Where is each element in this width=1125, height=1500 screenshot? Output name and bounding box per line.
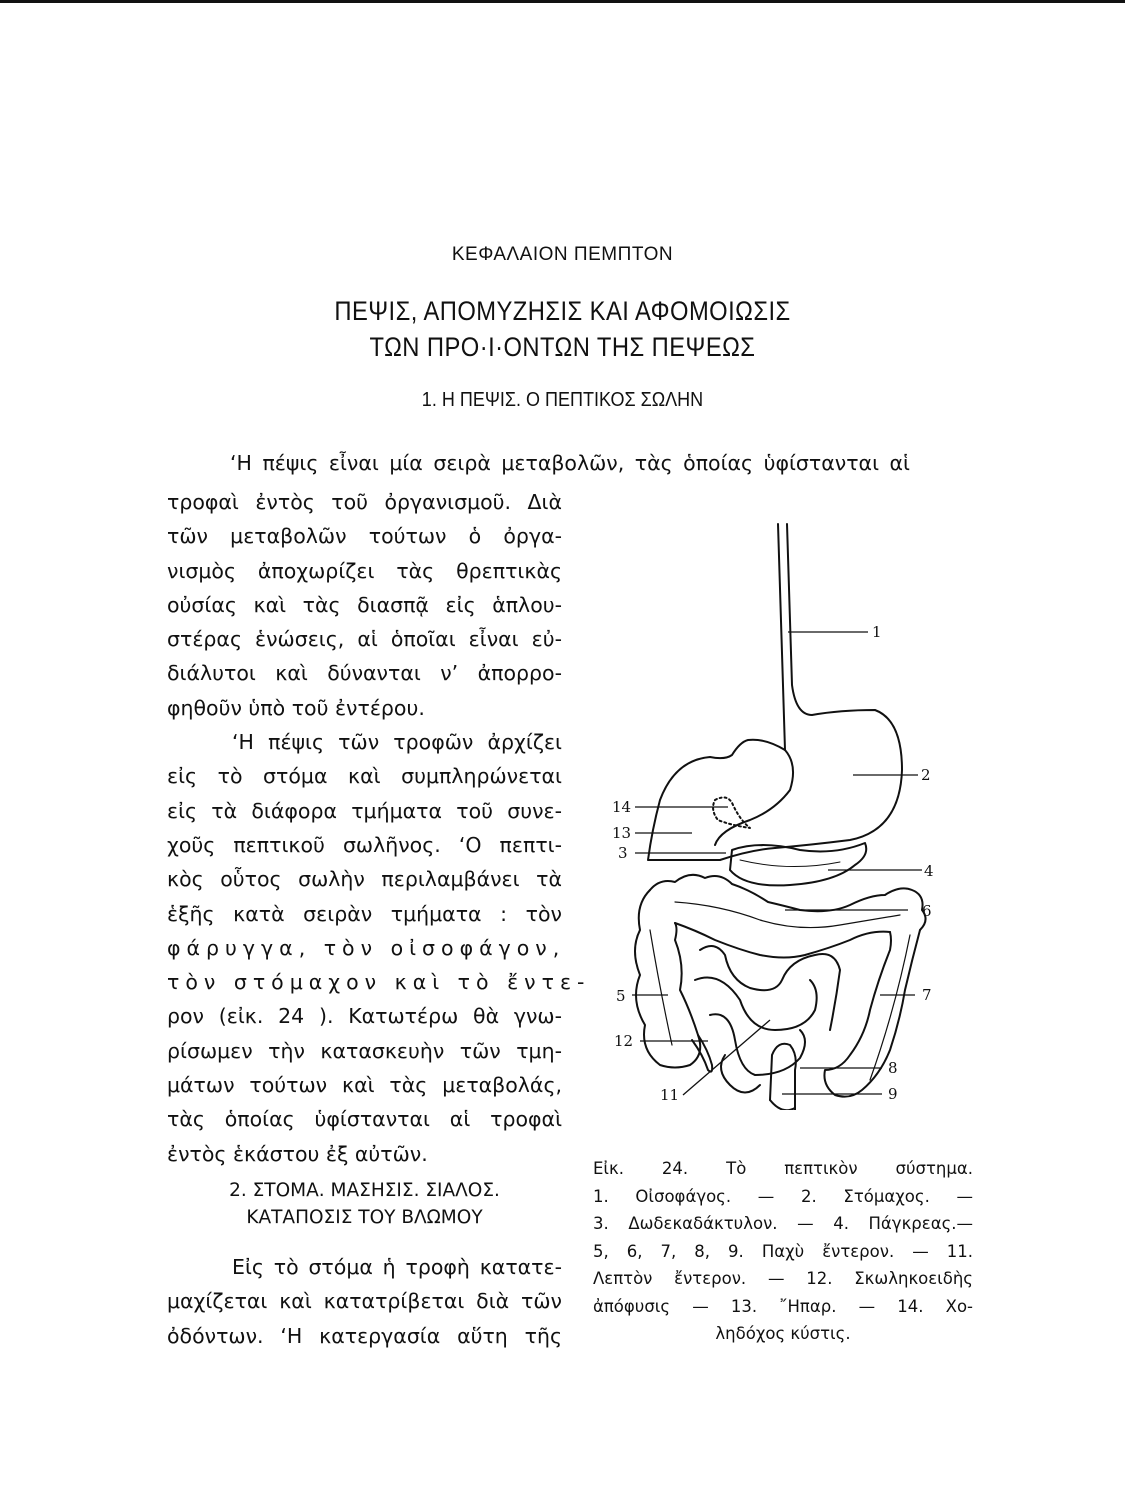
figure-label-12: 12: [614, 1032, 634, 1050]
figure-label-1: 1: [872, 623, 882, 641]
left-column-text: [167, 485, 591, 1171]
text-line: τὰς ὁποίας ὑφίστανται αἱ τροφαὶ: [167, 1107, 562, 1132]
scan-edge: [0, 0, 1125, 3]
figure-label-11: 11: [660, 1086, 680, 1104]
figure-label-6: 6: [922, 902, 932, 920]
figure-label-3: 3: [618, 844, 628, 862]
section-1-heading: 1. Η ΠΕΨΙΣ. Ο ΠΕΠΤΙΚΟΣ ΣΩΛΗΝ: [421, 389, 704, 411]
text-line: στέρας ἑνώσεις, αἱ ὁποῖαι εἶναι εὐ-: [167, 627, 562, 652]
figure-label-8: 8: [888, 1059, 898, 1077]
text-line: ‘Η πέψις τῶν τροφῶν ἀρχίζει: [232, 730, 562, 755]
text-line: κὸς οὗτος σωλὴν περιλαμβάνει τὰ: [167, 867, 562, 892]
text-line: οὐσίας καὶ τὰς διασπᾷ εἰς ἁπλου-: [167, 592, 562, 617]
chapter-heading: ΚΕΦΑΛΑΙΟΝ ΠΕΜΠΤΟΝ: [451, 244, 674, 265]
text-line: τὸν στόμαχον καὶ τὸ ἔντε-: [167, 970, 591, 995]
gallbladder-outline: [713, 797, 750, 828]
paragraph-1-first-line: ‘Η πέψις εἶναι μία σειρὰ μεταβολῶν, τὰς ὁποίας ὑφίστανται αἱ: [230, 451, 910, 475]
chapter-title-line-2: ΤΩΝ ΠΡΟ·Ι·ΟΝΤΩΝ ΤΗΣ ΠΕΨΕΩΣ: [369, 332, 756, 362]
text-line: φάρυγγα, τὸν οἰσοφάγον,: [167, 935, 566, 960]
rectum-outline: [770, 1044, 796, 1110]
caption-line: 3. Δωδεκαδάκτυλον. — 4. Πάγκρεας.—: [593, 1214, 973, 1233]
pancreas-outline: [730, 843, 866, 885]
text-line: νισμὸς ἀποχωρίζει τὰς θρεπτικὰς: [167, 558, 562, 583]
text-line: εἰς τὸ στόμα καὶ συμπληρώνεται: [167, 764, 562, 789]
figure-label-5: 5: [616, 987, 626, 1005]
caption-line: 1. Οἰσοφάγος. — 2. Στόμαχος. —: [593, 1186, 973, 1206]
caption-line: Εἰκ. 24. Τὸ πεπτικὸν σύστημα.: [593, 1159, 973, 1178]
paragraph-3: [167, 1250, 562, 1353]
text-line: ρον (εἰκ. 24 ). Κατωτέρω θὰ γνω-: [167, 1004, 562, 1029]
caption-line: Λεπτὸν ἔντερον. — 12. Σκωληκοειδὴς: [593, 1269, 973, 1288]
text-line: Εἰς τὸ στόμα ἡ τροφὴ κατατε-: [232, 1255, 562, 1279]
esophagus-outline: [775, 524, 902, 848]
transverse-colon-outline: [650, 875, 926, 930]
esophagus-outline: [778, 524, 785, 750]
text-line: τῶν μεταβολῶν τούτων ὁ ὀργα-: [167, 524, 562, 549]
text-line: χοῦς πεπτικοῦ σωλῆνος. ‘Ο πεπτι-: [167, 832, 562, 857]
text-line: διάλυτοι καὶ δύνανται ν’ ἀπορρο-: [167, 661, 562, 686]
text-line: μαχίζεται καὶ κατατρίβεται διὰ τῶν: [167, 1289, 562, 1314]
figure-label-2: 2: [921, 766, 931, 784]
figure-label-14: 14: [612, 798, 632, 816]
figure-caption: [593, 1155, 973, 1348]
digestive-system-figure: [600, 510, 960, 1110]
text-line: ἑξῆς κατὰ σειρὰν τμήματα : τὸν: [167, 901, 562, 926]
caption-line: 5, 6, 7, 8, 9. Παχὺ ἔντερον. — 11.: [593, 1241, 973, 1261]
text-line: μάτων τούτων καὶ τὰς μεταβολάς,: [167, 1073, 562, 1098]
section-2-heading-line-2: ΚΑΤΑΠΟΣΙΣ ΤΟΥ ΒΛΩΜΟΥ: [246, 1207, 483, 1228]
figure-label-4: 4: [924, 862, 934, 880]
figure-label-9: 9: [888, 1085, 898, 1103]
small-intestine-outline: [700, 946, 840, 1030]
text-line: τροφαὶ ἐντὸς τοῦ ὀργανισμοῦ. Διὰ: [167, 490, 562, 514]
chapter-title: [68, 293, 1058, 365]
section-2-heading: [167, 1177, 562, 1231]
text-line: ρίσωμεν τὴν κατασκευὴν τῶν τμη-: [167, 1038, 562, 1063]
text-line: ὀδόντων. ‘Η κατεργασία αὕτη τῆς: [167, 1323, 562, 1348]
chapter-title-line-1: ΠΕΨΙΣ, ΑΠΟΜΥΖΗΣΙΣ ΚΑΙ ΑΦΟΜΟΙΩΣΙΣ: [334, 296, 791, 326]
section-2-heading-line-1: 2. ΣΤΟΜΑ. ΜΑΣΗΣΙΣ. ΣΙΑΛΟΣ.: [229, 1180, 500, 1201]
caption-line: ληδόχος κύστις.: [715, 1324, 851, 1343]
figure-label-7: 7: [922, 986, 932, 1004]
figure-label-13: 13: [612, 824, 632, 842]
caption-line: ἀπόφυσις — 13. ῎Ηπαρ. — 14. Χο-: [593, 1296, 973, 1316]
text-line: εἰς τὰ διάφορα τμήματα τοῦ συνε-: [167, 798, 562, 823]
text-line: φηθοῦν ὑπὸ τοῦ ἐντέρου.: [167, 695, 425, 720]
text-line: ἐντὸς ἑκάστου ἐξ αὐτῶν.: [167, 1141, 428, 1166]
